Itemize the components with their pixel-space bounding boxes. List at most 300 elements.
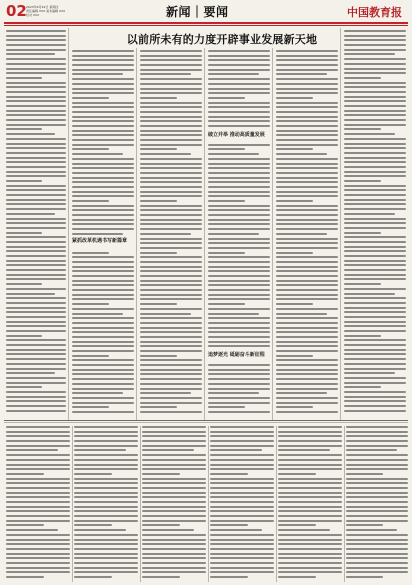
text-line (344, 222, 406, 224)
text-line (74, 435, 138, 437)
text-line (6, 311, 66, 313)
text-line (276, 303, 313, 305)
text-line (72, 158, 134, 160)
text-line (276, 106, 338, 108)
text-line (6, 567, 70, 569)
text-line (6, 157, 66, 159)
text-line (208, 266, 270, 268)
text-line (140, 181, 202, 183)
text-line (344, 410, 406, 412)
text-line (140, 411, 202, 413)
text-line (346, 454, 408, 456)
text-line (344, 194, 406, 196)
text-line (208, 181, 270, 183)
text-line (72, 313, 123, 315)
text-line (74, 539, 138, 541)
text-line (72, 411, 134, 413)
text-line (344, 349, 406, 351)
text-line (140, 158, 202, 160)
text-line (140, 308, 202, 310)
text-line (276, 406, 313, 408)
text-line (6, 482, 70, 484)
masthead-rule (4, 22, 408, 24)
text-line (344, 283, 381, 285)
text-line (344, 405, 406, 407)
text-line (276, 228, 338, 230)
text-line (344, 321, 406, 323)
text-line (140, 322, 202, 324)
text-line (140, 313, 191, 315)
text-line (72, 83, 134, 85)
text-line (276, 97, 313, 99)
text-line (6, 571, 70, 573)
text-line (6, 440, 70, 442)
newspaper-logo: 中国教育报 (347, 6, 402, 19)
text-line (346, 515, 408, 517)
text-line (140, 280, 202, 282)
text-line (344, 171, 406, 173)
text-line (140, 233, 191, 235)
text-line (142, 548, 206, 550)
text-line (142, 435, 206, 437)
text-line (140, 355, 177, 357)
text-line (6, 426, 70, 428)
text-line (6, 96, 66, 98)
masthead-rule-thin (4, 25, 408, 26)
text-line (142, 426, 206, 428)
text-line (276, 191, 338, 193)
text-line (142, 539, 206, 541)
text-line (276, 102, 338, 104)
text-line (210, 539, 274, 541)
meta-line: 2023年6月29日 星期四 (26, 5, 59, 9)
text-line (72, 322, 134, 324)
text-line (208, 341, 270, 343)
text-line (208, 78, 270, 80)
text-line (6, 203, 66, 205)
text-line (6, 105, 66, 107)
text-line (142, 487, 206, 489)
text-line (344, 86, 406, 88)
text-line (74, 440, 138, 442)
text-line (278, 562, 342, 564)
text-line (6, 236, 66, 238)
text-line (74, 567, 138, 569)
text-line (210, 464, 274, 466)
text-line (72, 163, 134, 165)
text-line (72, 397, 134, 399)
text-line (276, 55, 338, 57)
text-line (346, 534, 408, 536)
text-line (74, 524, 112, 526)
text-line (276, 308, 338, 310)
text-line (276, 298, 338, 300)
text-line (6, 302, 66, 304)
text-line (140, 303, 177, 305)
text-line (6, 161, 66, 163)
text-line (140, 317, 202, 319)
text-line (208, 313, 259, 315)
text-line (208, 64, 270, 66)
text-line (344, 203, 406, 205)
text-line (208, 153, 259, 155)
text-line (72, 148, 109, 150)
text-line (210, 524, 248, 526)
text-line (140, 73, 191, 75)
text-line (210, 492, 274, 494)
text-line (208, 59, 270, 61)
text-line (72, 181, 134, 183)
text-column (142, 426, 206, 582)
text-line (6, 316, 66, 318)
text-line (344, 96, 406, 98)
text-column (276, 50, 338, 418)
text-line (6, 185, 66, 187)
text-line (74, 520, 138, 522)
text-line (140, 191, 202, 193)
text-line (344, 307, 406, 309)
text-line (6, 576, 44, 578)
text-line (344, 30, 406, 32)
text-line (6, 335, 42, 337)
text-line (346, 524, 383, 526)
text-line (210, 534, 274, 536)
text-line (208, 252, 245, 254)
text-line (276, 252, 313, 254)
text-line (344, 358, 406, 360)
text-line (6, 199, 66, 201)
text-line (210, 562, 274, 564)
text-line (208, 172, 270, 174)
text-line (276, 331, 338, 333)
text-line (346, 506, 408, 508)
text-line (142, 449, 194, 451)
text-line (6, 260, 66, 262)
column-divider (272, 48, 273, 420)
text-line (276, 327, 338, 329)
text-line (142, 571, 206, 573)
text-line (276, 134, 338, 136)
text-line (72, 369, 134, 371)
text-line (210, 548, 274, 550)
text-line (6, 68, 66, 70)
text-line (6, 543, 70, 545)
text-line (344, 274, 406, 276)
text-line (276, 364, 338, 366)
article-separator-thin (4, 422, 408, 423)
text-line (344, 382, 406, 384)
text-line (72, 195, 134, 197)
text-line (278, 449, 330, 451)
text-line (72, 106, 134, 108)
text-line (6, 325, 66, 327)
text-line (72, 125, 134, 127)
text-line (6, 363, 66, 365)
text-line (6, 58, 66, 60)
text-line (74, 501, 138, 503)
text-line (276, 313, 327, 315)
text-line (276, 359, 338, 361)
text-line (6, 35, 66, 37)
text-line (278, 529, 330, 531)
text-line (208, 378, 270, 380)
text-line (6, 143, 66, 145)
text-line (276, 238, 338, 240)
text-line (6, 175, 66, 177)
text-line (6, 339, 66, 341)
text-line (140, 64, 202, 66)
text-line (208, 369, 270, 371)
text-line (276, 355, 313, 357)
text-line (208, 402, 270, 404)
text-line (276, 78, 338, 80)
text-line (278, 468, 342, 470)
text-line (276, 322, 338, 324)
text-line (344, 138, 406, 140)
text-line (276, 392, 327, 394)
text-line (6, 63, 66, 65)
text-line (6, 278, 66, 280)
text-line (344, 264, 406, 266)
text-line (72, 289, 134, 291)
text-line (344, 166, 406, 168)
text-line (276, 186, 338, 188)
text-line (6, 241, 66, 243)
text-line (140, 139, 202, 141)
text-line (6, 100, 66, 102)
text-line (346, 449, 397, 451)
text-line (140, 167, 202, 169)
text-line (346, 482, 408, 484)
text-line (142, 482, 206, 484)
text-line (6, 496, 70, 498)
text-line (72, 373, 134, 375)
text-line (74, 510, 138, 512)
text-line (140, 83, 202, 85)
text-line (142, 553, 206, 555)
text-line (276, 163, 338, 165)
text-line (276, 284, 338, 286)
text-line (276, 266, 338, 268)
text-line (140, 378, 202, 380)
section-subhead: 破立并举 推动高质量发展 (208, 132, 265, 138)
text-line (344, 35, 406, 37)
text-line (276, 181, 338, 183)
text-line (6, 147, 66, 149)
text-line (344, 39, 406, 41)
text-line (278, 492, 342, 494)
text-line (276, 148, 313, 150)
text-line (344, 330, 406, 332)
text-line (140, 111, 202, 113)
text-line (210, 445, 274, 447)
text-line (276, 64, 338, 66)
text-line (6, 386, 42, 388)
text-line (6, 288, 66, 290)
text-line (344, 218, 406, 220)
text-line (72, 233, 123, 235)
text-line (142, 520, 206, 522)
text-line (344, 199, 406, 201)
text-line (72, 402, 134, 404)
text-line (140, 284, 202, 286)
text-line (142, 478, 206, 480)
text-line (276, 397, 338, 399)
text-line (6, 49, 66, 51)
text-line (140, 69, 202, 71)
text-line (210, 426, 274, 428)
text-line (276, 373, 338, 375)
text-column (208, 50, 270, 418)
text-line (208, 223, 270, 225)
text-line (344, 157, 406, 159)
text-line (208, 92, 270, 94)
text-line (6, 468, 70, 470)
text-line (6, 557, 70, 559)
text-line (276, 383, 338, 385)
text-line (72, 205, 134, 207)
text-line (276, 209, 338, 211)
text-line (6, 72, 66, 74)
text-line (6, 255, 66, 257)
text-line (140, 373, 202, 375)
text-line (6, 344, 66, 346)
text-line (6, 539, 70, 541)
text-line (278, 459, 342, 461)
text-line (208, 233, 259, 235)
text-line (344, 77, 381, 79)
text-line (346, 496, 408, 498)
article-separator (4, 420, 408, 421)
text-line (6, 449, 58, 451)
text-line (6, 391, 66, 393)
text-line (208, 392, 259, 394)
text-line (276, 172, 338, 174)
text-line (6, 459, 70, 461)
text-line (6, 372, 55, 374)
text-line (208, 284, 270, 286)
text-line (72, 228, 134, 230)
text-line (276, 195, 338, 197)
text-line (6, 124, 66, 126)
text-line (278, 496, 342, 498)
text-line (276, 294, 338, 296)
text-line (6, 368, 66, 370)
text-line (344, 68, 406, 70)
text-line (208, 298, 270, 300)
text-line (6, 562, 70, 564)
text-line (344, 316, 406, 318)
text-line (208, 83, 270, 85)
text-line (344, 391, 406, 393)
text-line (6, 321, 66, 323)
text-line (208, 209, 270, 211)
text-line (208, 364, 270, 366)
text-line (210, 567, 274, 569)
text-line (346, 562, 408, 564)
text-line (72, 383, 134, 385)
text-line (346, 557, 408, 559)
text-line (278, 567, 342, 569)
text-line (72, 130, 134, 132)
text-line (276, 83, 338, 85)
text-line (74, 454, 138, 456)
text-line (6, 110, 66, 112)
column-divider (140, 426, 141, 582)
text-line (6, 269, 66, 271)
text-line (140, 172, 202, 174)
text-line (346, 445, 408, 447)
text-line (6, 487, 70, 489)
text-line (278, 454, 342, 456)
text-line (140, 214, 202, 216)
text-line (6, 232, 42, 234)
text-line (276, 69, 338, 71)
text-line (72, 209, 134, 211)
text-line (278, 576, 316, 578)
text-line (346, 464, 408, 466)
text-line (142, 454, 206, 456)
text-line (140, 242, 202, 244)
text-line (6, 435, 70, 437)
text-line (276, 167, 338, 169)
text-line (6, 152, 66, 154)
text-line (208, 256, 270, 258)
text-line (344, 63, 406, 65)
text-line (6, 250, 66, 252)
text-line (344, 241, 406, 243)
text-line (6, 297, 66, 299)
text-line (72, 364, 134, 366)
text-line (74, 445, 138, 447)
text-line (74, 543, 138, 545)
text-line (208, 111, 270, 113)
text-line (208, 345, 270, 347)
text-line (72, 359, 134, 361)
text-line (210, 557, 274, 559)
text-line (346, 492, 408, 494)
text-line (344, 114, 406, 116)
text-line (210, 529, 262, 531)
text-line (344, 236, 406, 238)
text-line (74, 487, 138, 489)
text-line (208, 214, 270, 216)
text-line (6, 400, 66, 402)
text-line (344, 368, 406, 370)
text-line (344, 288, 406, 290)
text-line (6, 520, 70, 522)
text-line (72, 116, 134, 118)
text-line (6, 133, 55, 135)
text-line (140, 223, 202, 225)
text-line (208, 247, 270, 249)
text-line (74, 468, 138, 470)
text-line (208, 331, 270, 333)
text-line (208, 289, 270, 291)
text-line (72, 97, 109, 99)
column-divider (276, 426, 277, 582)
text-line (210, 459, 274, 461)
text-line (344, 175, 406, 177)
text-line (346, 473, 383, 475)
text-line (72, 191, 134, 193)
text-line (344, 147, 406, 149)
text-line (346, 529, 397, 531)
text-line (72, 223, 134, 225)
text-line (72, 317, 134, 319)
text-line (140, 345, 202, 347)
text-line (6, 189, 66, 191)
